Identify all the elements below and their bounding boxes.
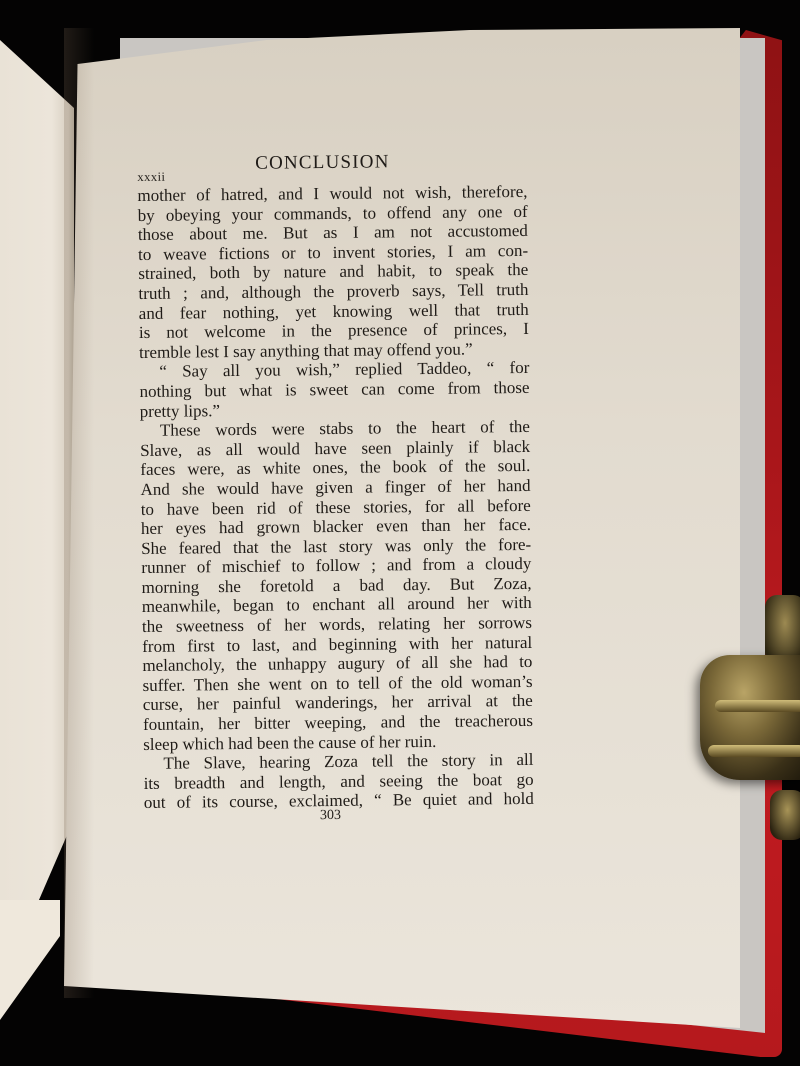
text-line: and fear nothing, yet knowing well that truth [138,299,529,323]
text-line: The Slave, hearing Zoza tell the story in all [163,750,534,773]
text-line: to weave fictions or to invent stories, I am con- [137,240,529,264]
left-blank-page [0,40,74,990]
text-line: its breadth and length, and seeing the boat go [143,769,534,793]
text-line: to have been rid of these stories, for all before [140,495,531,519]
body-text [137,182,534,813]
running-head [137,146,527,186]
text-line: suffer. Then she went on to tell of the old woman’s [142,671,533,695]
text-line: is not welcome in the presence of princes, I [138,319,529,343]
text-line: truth ; and, although the proverb says, Tell truth [138,279,529,303]
text-line: tremble lest I say anything that may offend you.” [139,339,473,362]
brass-clasp-icon [700,655,800,780]
text-line: her eyes had grown blacker even than her face. [140,514,532,539]
text-line: runner of mischief to follow ; and from a cloudy [141,554,532,578]
clasp-ridge-icon [715,700,800,712]
text-line: melancholy, the unhappy augury of all she had to [142,652,533,676]
text-line: out of its course, exclaimed, “ Be quiet and hold [143,789,534,813]
text-line: curse, her painful wanderings, her arrival at the [142,691,533,715]
page-text-block [137,146,534,824]
text-line: Slave, as all would have seen plainly if black [140,436,531,460]
text-line: strained, both by nature and habit, to speak the [138,260,529,284]
chapter-title: CONCLUSION [255,151,390,174]
left-page-lower-edge [0,900,60,1020]
chapter-number: xxxii [137,169,166,184]
text-line: by obeying your commands, to offend any one of [137,201,528,225]
clasp-ridge-icon [708,745,800,757]
page-number: 303 [319,807,342,824]
text-line: faces were, as white ones, the book of the soul. [140,456,531,480]
text-line: She feared that the last story was only the fore- [141,534,532,558]
text-line: meanwhile, began to enchant all around her with [141,593,532,617]
text-line: nothing but what is sweet can come from those [139,377,530,401]
gutter-shadow [64,28,94,998]
text-line: pretty lips.” [139,400,221,421]
text-line: These words were stabs to the heart of the [159,417,531,440]
text-line: the sweetness of her words, relating her sorrows [141,612,533,637]
text-line: those about me. But as I am not accustomed [137,221,528,245]
text-line: “ Say all you wish,” replied Taddeo, “ for [159,358,530,382]
text-line: from first to last, and beginning with her natural [142,632,533,656]
text-line: sleep which had been the cause of her ruin. [143,731,437,754]
text-line: morning she foretold a bad day. But Zoza, [141,573,532,597]
brass-clasp-lower-icon [770,790,800,840]
text-line: mother of hatred, and I would not wish, therefore, [137,181,528,205]
text-line: And she would have given a finger of her hand [140,475,531,499]
text-line: fountain, her bitter weeping, and the treacherous [142,710,534,734]
